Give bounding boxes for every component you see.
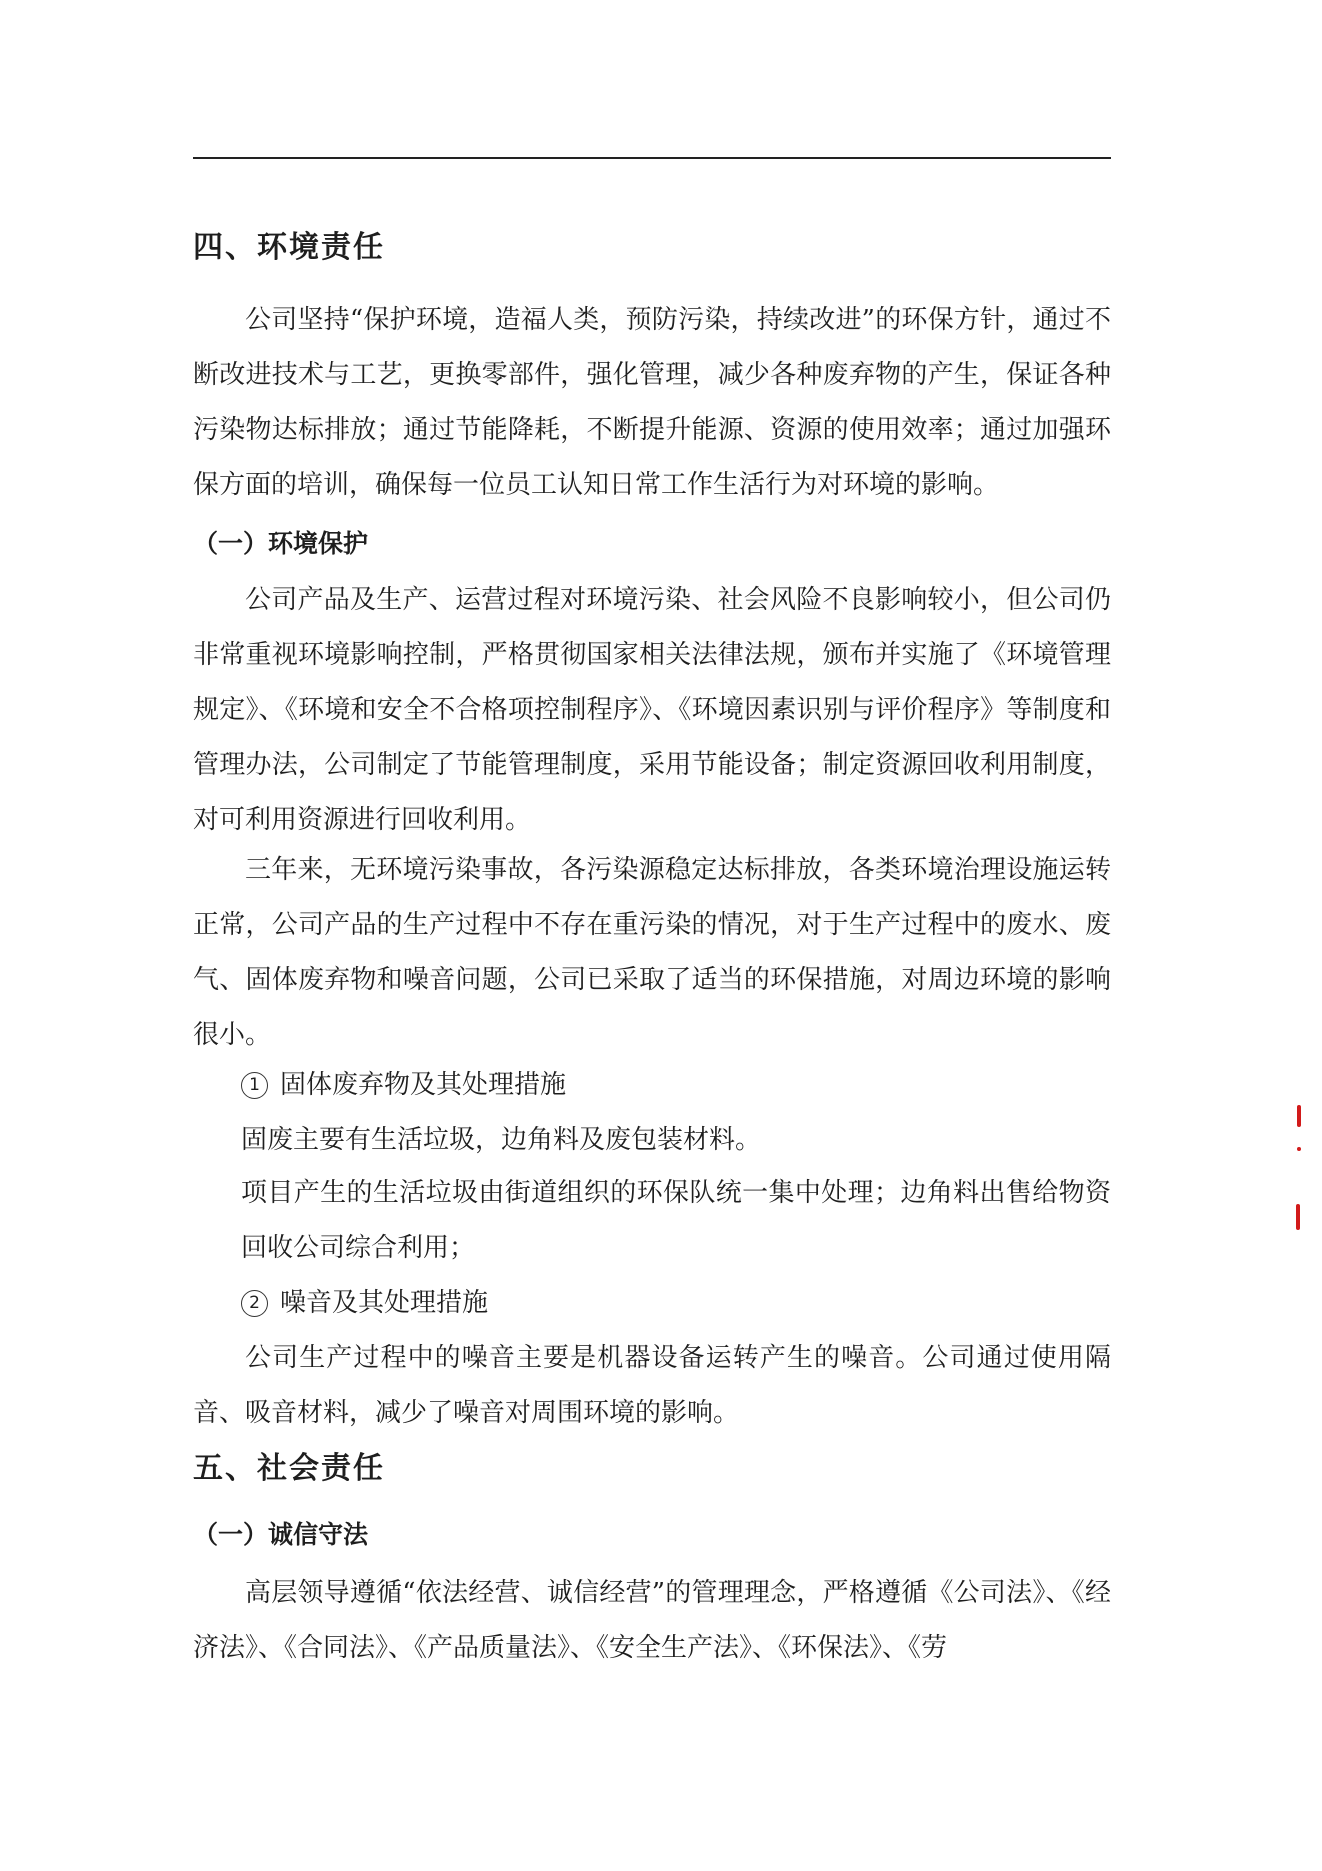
section-5-title: 五、社会责任 bbox=[193, 1451, 385, 1486]
subsection-environment-protection-title: （一）环境保护 bbox=[193, 529, 369, 558]
item-2-paragraph: 公司生产过程中的噪音主要是机器设备运转产生的噪音。公司通过使用隔音、吸音材料，减少了噪音对周围环境的影响。 bbox=[193, 1343, 1111, 1428]
item-1-heading bbox=[241, 1058, 566, 1113]
margin-mark-top bbox=[1297, 1105, 1301, 1127]
margin-mark-dot bbox=[1297, 1147, 1301, 1151]
circled-number-2: 2 bbox=[241, 1290, 268, 1317]
item-2-heading bbox=[241, 1276, 488, 1331]
item-1-title: 固体废弃物及其处理措施 bbox=[280, 1070, 567, 1100]
margin-mark-bottom bbox=[1296, 1204, 1300, 1230]
environment-protection-paragraph-2: 三年来，无环境污染事故，各污染源稳定达标排放，各类环境治理设施运转正常，公司产品的生产过程中不存在重污染的情况，对于生产过程中的废水、废气、固体废弃物和噪音问题，公司已采取了适当的环保措施，对周边环境的影响很小。 bbox=[193, 855, 1111, 1050]
subsection-integrity-title: （一）诚信守法 bbox=[193, 1520, 369, 1549]
header-rule bbox=[193, 157, 1111, 159]
section-4-title: 四、环境责任 bbox=[193, 230, 385, 265]
integrity-paragraph: 高层领导遵循“依法经营、诚信经营”的管理理念，严格遵循《公司法》、《经济法》、《合同法》、《产品质量法》、《安全生产法》、《环保法》、《劳 bbox=[193, 1578, 1111, 1663]
item-1-line-1: 固废主要有生活垃圾，边角料及废包装材料。 bbox=[241, 1125, 762, 1155]
section-4-intro: 公司坚持“保护环境，造福人类，预防污染，持续改进”的环保方针，通过不断改进技术与工艺，更换零部件，强化管理，减少各种废弃物的产生，保证各种污染物达标排放；通过节能降耗，不断提升能源、资源的使用效率；通过加强环保方面的培训，确保每一位员工认知日常工作生活行为对环境的影响。 bbox=[193, 305, 1111, 500]
item-2-title: 噪音及其处理措施 bbox=[280, 1288, 489, 1318]
item-1-line-2: 项目产生的生活垃圾由街道组织的环保队统一集中处理；边角料出售给物资回收公司综合利用； bbox=[241, 1178, 1111, 1263]
circled-number-1: 1 bbox=[241, 1072, 268, 1099]
environment-protection-paragraph-1: 公司产品及生产、运营过程对环境污染、社会风险不良影响较小，但公司仍非常重视环境影响控制，严格贯彻国家相关法律法规，颁布并实施了《环境管理规定》、《环境和安全不合格项控制程序》、《环境因素识别与评价程序》等制度和管理办法，公司制定了节能管理制度，采用节能设备；制定资源回收利用制度，对可利用资源进行回收利用。 bbox=[193, 585, 1111, 835]
